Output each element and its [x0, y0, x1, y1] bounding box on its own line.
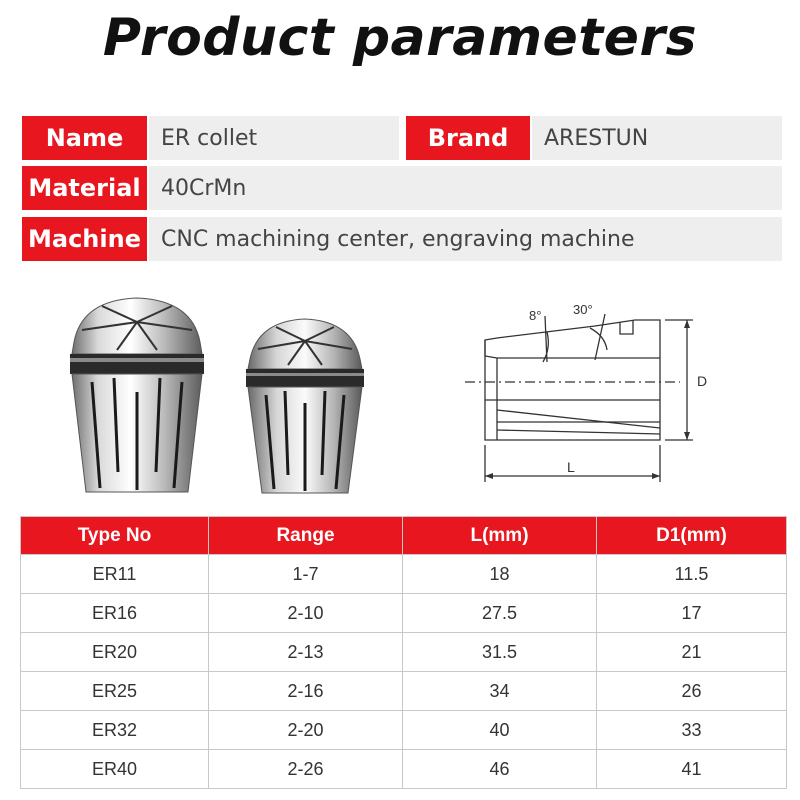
collet-dimension-diagram [455, 290, 715, 490]
cell-length: 46 [403, 750, 597, 789]
cell-type-no: ER32 [21, 711, 209, 750]
header-type-no: Type No [21, 517, 209, 555]
cell-range: 2-26 [209, 750, 403, 789]
cell-range: 2-13 [209, 633, 403, 672]
cell-range: 2-16 [209, 672, 403, 711]
cell-type-no: ER11 [21, 555, 209, 594]
angle-label-left: 8° [529, 308, 542, 323]
cell-length: 31.5 [403, 633, 597, 672]
product-photo-large-collet [62, 292, 212, 500]
table-row [21, 594, 787, 633]
param-row-name [22, 116, 782, 160]
cell-diameter: 21 [597, 633, 787, 672]
material-label: Material [22, 166, 147, 210]
header-range: Range [209, 517, 403, 555]
cell-length: 18 [403, 555, 597, 594]
machine-value: CNC machining center, engraving machine [149, 217, 782, 261]
product-photo-small-collet [240, 315, 370, 497]
page-title: Product parameters [102, 8, 698, 68]
cell-diameter: 41 [597, 750, 787, 789]
header-diameter: D1(mm) [597, 517, 787, 555]
param-row-material [22, 166, 782, 210]
name-value: ER collet [149, 116, 399, 160]
brand-value: ARESTUN [532, 116, 782, 160]
cell-type-no: ER16 [21, 594, 209, 633]
param-row-machine [22, 217, 782, 261]
cell-range: 1-7 [209, 555, 403, 594]
name-label: Name [22, 116, 147, 160]
cell-type-no: ER25 [21, 672, 209, 711]
angle-label-right: 30° [573, 302, 593, 317]
dimension-label-diameter: D [697, 373, 708, 389]
cell-length: 27.5 [403, 594, 597, 633]
cell-type-no: ER40 [21, 750, 209, 789]
cell-type-no: ER20 [21, 633, 209, 672]
table-header-row [21, 517, 787, 555]
dimension-label-length: L [567, 459, 575, 475]
table-row [21, 750, 787, 789]
cell-length: 40 [403, 711, 597, 750]
machine-label: Machine [22, 217, 147, 261]
table-row [21, 672, 787, 711]
cell-diameter: 33 [597, 711, 787, 750]
header-length: L(mm) [403, 517, 597, 555]
cell-diameter: 17 [597, 594, 787, 633]
material-value: 40CrMn [149, 166, 782, 210]
brand-label: Brand [406, 116, 530, 160]
table-row [21, 711, 787, 750]
table-row [21, 633, 787, 672]
cell-range: 2-20 [209, 711, 403, 750]
spec-table [20, 516, 787, 789]
cell-diameter: 11.5 [597, 555, 787, 594]
table-row [21, 555, 787, 594]
cell-diameter: 26 [597, 672, 787, 711]
cell-length: 34 [403, 672, 597, 711]
cell-range: 2-10 [209, 594, 403, 633]
